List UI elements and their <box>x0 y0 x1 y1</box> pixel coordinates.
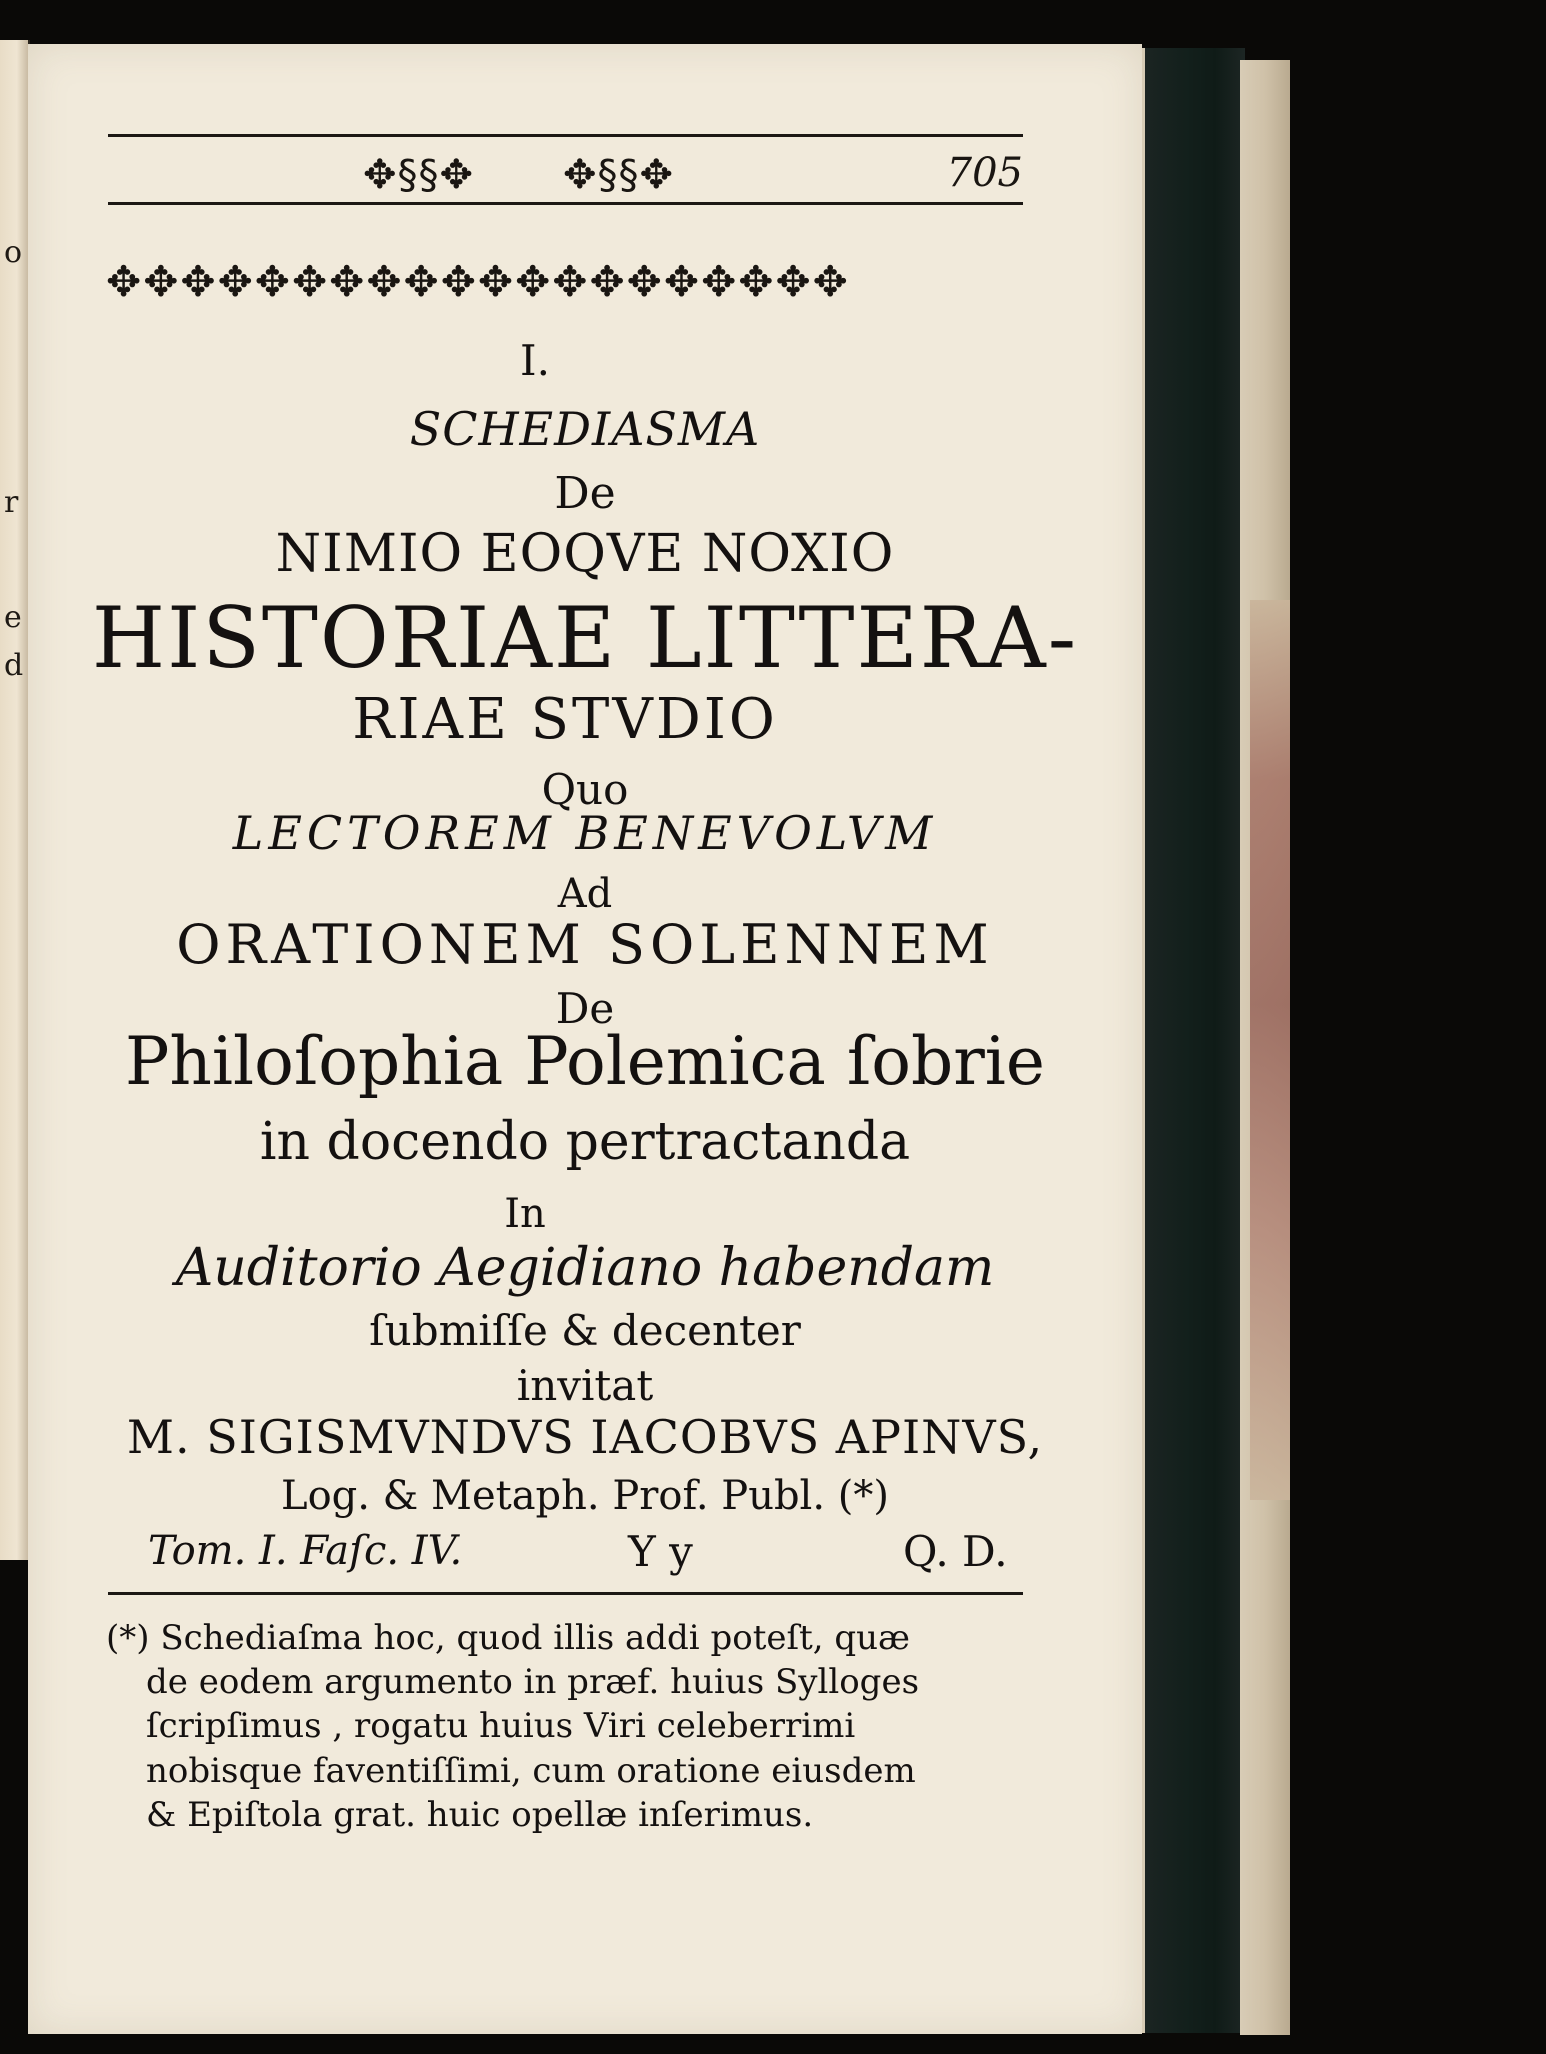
footnote <box>106 1616 1031 1837</box>
margin-fragment: r <box>4 485 19 520</box>
title-in: In <box>504 1191 546 1237</box>
margin-fragment: o <box>4 235 23 270</box>
section-numeral: I. <box>520 336 550 385</box>
facing-page-edge <box>0 40 30 1560</box>
title-historiae: HISTORIAE LITTERA- <box>91 589 1079 687</box>
title-lectorem: LECTOREM BENEVOLVM <box>232 806 938 860</box>
ornament-band: ✥✥✥✥✥✥✥✥✥✥✥✥✥✥✥✥✥✥✥✥ <box>106 257 850 306</box>
book-page <box>28 44 1142 2034</box>
title-ad: Ad <box>557 871 613 917</box>
volume-fascicle: Tom. I. Faſc. IV. <box>148 1528 463 1574</box>
footnote-line: de eodem argumento in præf. huius Sylloges <box>146 1662 920 1703</box>
footnote-line: nobisque faventiſſimi, cum oratione eiusdem <box>146 1750 916 1791</box>
footnote-line: (*) Schediaſma hoc, quod illis addi poteſt, quæ <box>106 1618 910 1658</box>
header-ornament-right: ✥§§✥ <box>563 152 675 198</box>
title-philosophia: Philoſophia Polemica ſobrie <box>125 1023 1045 1100</box>
header-rule-bottom <box>108 202 1023 205</box>
title-riae: RIAE STVDIO <box>352 687 778 752</box>
margin-fragment: d <box>4 648 24 683</box>
page-number: 705 <box>946 150 1023 196</box>
title-in-docendo: in docendo pertractanda <box>259 1112 911 1172</box>
title-schediasma: SCHEDIASMA <box>409 402 761 456</box>
title-submisse: ſubmiſſe & decenter <box>369 1306 801 1355</box>
header-ornament-left: ✥§§✥ <box>363 152 475 198</box>
title-nimio: NIMIO EOQVE NOXIO <box>275 524 895 584</box>
edge-stain <box>1250 600 1290 1500</box>
signature-line <box>108 1527 1028 1591</box>
footnote-rule <box>108 1592 1023 1595</box>
margin-fragment: e <box>4 600 22 635</box>
author-title: Log. & Metaph. Prof. Publ. (*) <box>281 1473 889 1519</box>
title-de: De <box>554 468 616 519</box>
title-quo: Quo <box>541 765 629 814</box>
running-header <box>108 144 1023 204</box>
book-fore-edge <box>1142 48 1245 2033</box>
catchword: Q. D. <box>903 1527 1008 1576</box>
title-orationem: ORATIONEM SOLENNEM <box>176 913 994 976</box>
author-name: M. SIGISMVNDVS IACOBVS APINVS, <box>126 1410 1044 1464</box>
title-invitat: invitat <box>516 1361 654 1410</box>
title-auditorio: Auditorio Aegidiano habendam <box>175 1238 995 1298</box>
footnote-line: & Epiſtola grat. huic opellæ inſerimus. <box>146 1794 814 1835</box>
header-rule-top <box>108 134 1023 137</box>
signature-mark: Y y <box>628 1527 693 1576</box>
title-de-second: De <box>555 984 615 1033</box>
footnote-line: ſcripſimus , rogatu huius Viri celeberrimi <box>146 1706 856 1747</box>
